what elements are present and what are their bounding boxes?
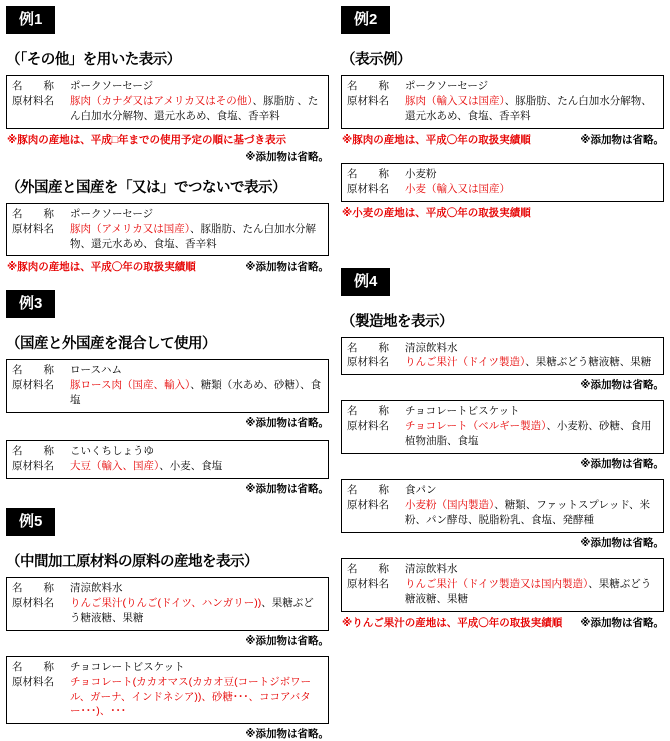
ingredients-row [347, 355, 658, 370]
additive-note: ※添加物は省略。 [245, 261, 329, 274]
ingredients-value [405, 94, 658, 124]
label-box-soft-drink-intermediate [6, 577, 329, 631]
product-name: 食パン [405, 484, 437, 497]
label-box-bread [341, 479, 664, 533]
name-row [12, 207, 323, 222]
name-label: 名 称 [347, 80, 389, 92]
ingredients-label: 原材料名 [347, 94, 389, 107]
product-name: 清涼飲料水 [405, 341, 458, 354]
origin-note: ※豚肉の産地は、平成□年までの使用予定の順に基づき表示 [7, 133, 287, 146]
ingredients-value [70, 596, 323, 626]
name-label: 名 称 [347, 341, 389, 354]
ingredients-row [12, 675, 323, 720]
origin-ingredient-red: 小麦粉（国内製造） [405, 498, 495, 511]
ingredients-value [70, 459, 323, 474]
product-name: こいくちしょうゆ [70, 445, 154, 458]
ingredients-row [347, 182, 658, 197]
name-row [347, 167, 658, 182]
ingredients-label: 原材料名 [347, 182, 389, 195]
name-label: 名 称 [12, 660, 54, 673]
name-row [347, 79, 658, 94]
other-ingredients: 、豚脂肪、たん白加水分解物、還元水あめ、食塩、香辛料 [70, 222, 317, 250]
name-label: 名 称 [12, 445, 54, 458]
left-column [6, 6, 329, 741]
ingredients-label: 原材料名 [12, 460, 54, 473]
ingredients-value [405, 182, 658, 197]
name-row [347, 404, 658, 419]
origin-ingredient-red: 小麦（輸入又は国産） [405, 182, 510, 195]
origin-ingredient-red: チョコレート（ベルギー製造） [405, 420, 547, 433]
example2-badge: 例2 [341, 6, 390, 34]
origin-ingredient-red: りんご果汁（ドイツ製造） [405, 356, 526, 369]
ingredients-value [405, 498, 658, 528]
other-ingredients: 、糖類、ファットスプレッド、米粉、パン酵母、脱脂粉乳、食塩、発酵種 [405, 498, 650, 526]
ingredients-label: 原材料名 [12, 596, 54, 609]
additive-note: ※添加物は省略。 [245, 634, 329, 647]
name-label: 名 称 [347, 405, 389, 418]
origin-ingredient-red: チョコレート(カカオマス(カカオ豆(コートジボワール、ガーナ、インドネシア))、砂糖･･･、ココアバター･･･)、･･･ [70, 675, 312, 718]
ingredients-label: 原材料名 [12, 379, 54, 392]
label-box-pork-sausage-2 [6, 203, 329, 257]
ingredients-label: 原材料名 [347, 498, 389, 511]
example1-heading-sonota: （「その他」を用いた表示） [6, 52, 181, 68]
other-ingredients: 、小麦粉、砂糖、食用植物油脂、食塩 [405, 420, 652, 448]
label-box-soft-drink-germany-or-domestic [341, 558, 664, 612]
ingredients-row [347, 94, 658, 124]
notes-row [341, 615, 664, 630]
product-name: ロースハム [70, 364, 122, 377]
origin-ingredient-red: 豚ロース肉（国産、輸入） [70, 379, 191, 392]
name-row [12, 363, 323, 378]
origin-ingredient-red: 豚肉（カナダ又はアメリカ又はその他） [70, 94, 253, 107]
product-name: 清涼飲料水 [405, 562, 458, 575]
example5-badge: 例5 [6, 508, 55, 536]
product-name: ポークソーセージ [70, 207, 154, 220]
ingredients-row [12, 459, 323, 474]
ingredients-value [70, 94, 323, 124]
additive-note: ※添加物は省略。 [245, 150, 329, 163]
ingredients-row [12, 94, 323, 124]
product-name: チョコレートビスケット [405, 405, 520, 418]
product-name: 清涼飲料水 [70, 581, 123, 594]
additive-note: ※添加物は省略。 [245, 482, 329, 495]
name-label: 名 称 [347, 167, 389, 180]
name-label: 名 称 [12, 80, 54, 92]
ingredients-label: 原材料名 [12, 675, 54, 688]
example1-badge: 例1 [6, 6, 55, 34]
ingredients-label: 原材料名 [347, 577, 389, 590]
other-ingredients: 、豚脂肪、たん白加水分解物、還元水あめ、食塩、香辛料 [405, 94, 652, 122]
other-ingredients: 、果糖ぶどう糖液糖、果糖 [525, 356, 652, 369]
ingredients-row [12, 596, 323, 626]
label-box-pork-sausage-3 [341, 75, 664, 129]
ingredients-label: 原材料名 [12, 222, 54, 235]
name-row [12, 444, 323, 459]
label-box-wheat-flour [341, 163, 664, 202]
ingredients-row [347, 419, 658, 449]
ingredients-value [405, 577, 658, 607]
name-label: 名 称 [347, 484, 389, 497]
origin-note: ※小麦の産地は、平成〇年の取扱実績順 [342, 206, 531, 219]
product-name: 小麦粉 [405, 167, 437, 180]
origin-note: ※豚肉の産地は、平成〇年の取扱実績順 [342, 133, 531, 146]
product-name: チョコレートビスケット [70, 660, 185, 673]
origin-note: ※りんご果汁の産地は、平成〇年の取扱実績順 [342, 616, 563, 629]
ingredients-label: 原材料名 [347, 356, 389, 369]
additive-note: ※添加物は省略。 [580, 536, 664, 549]
other-ingredients: 、果糖ぶどう糖液糖、果糖 [70, 596, 314, 624]
name-label: 名 称 [12, 364, 54, 377]
name-label: 名 称 [347, 562, 389, 575]
right-column [341, 6, 664, 741]
name-label: 名 称 [12, 207, 54, 220]
origin-ingredient-red: 大豆（輸入、国産） [70, 460, 160, 473]
additive-note: ※添加物は省略。 [580, 616, 664, 629]
example1-heading-matawa: （外国産と国産を「又は」でつないで表示） [6, 179, 286, 196]
label-box-chocolate-biscuit-intermediate [6, 656, 329, 725]
additive-note: ※添加物は省略。 [580, 458, 664, 471]
other-ingredients: 、糖類（水あめ、砂糖）、食塩 [70, 379, 322, 407]
label-box-chocolate-biscuit-belgium [341, 400, 664, 454]
ingredients-value [70, 222, 323, 252]
name-row [12, 581, 323, 596]
example3-badge: 例3 [6, 290, 55, 318]
name-row [347, 483, 658, 498]
name-row [12, 79, 323, 94]
notes-row [341, 132, 664, 147]
label-box-soy-sauce [6, 440, 329, 479]
ingredients-row [12, 378, 323, 408]
additive-note: ※添加物は省略。 [580, 133, 664, 146]
label-box-soft-drink-germany [341, 337, 664, 376]
label-box-loin-ham [6, 359, 329, 413]
example3-heading: （国産と外国産を混合して使用） [6, 336, 216, 353]
ingredients-value [70, 675, 323, 720]
example5-heading: （中間加工原材料の原料の産地を表示） [6, 553, 258, 570]
origin-ingredient-red: りんご果汁（ドイツ製造又は国内製造） [405, 577, 589, 590]
ingredients-label: 原材料名 [12, 94, 54, 107]
origin-note: ※豚肉の産地は、平成〇年の取扱実績順 [7, 261, 196, 274]
other-ingredients: 、豚脂肪 、たん白加水分解物、還元水あめ、食塩、香辛料 [70, 94, 319, 122]
example4-heading: （製造地を表示） [341, 313, 453, 330]
ingredients-value [405, 419, 658, 449]
label-box-pork-sausage-1 [6, 75, 329, 129]
example4-badge: 例4 [341, 268, 390, 296]
origin-ingredient-red: 豚肉（アメリカ又は国産） [70, 222, 191, 235]
ingredients-label: 原材料名 [347, 420, 389, 433]
name-row [347, 341, 658, 356]
additive-note: ※添加物は省略。 [580, 379, 664, 392]
name-label: 名 称 [12, 581, 54, 594]
name-row [347, 562, 658, 577]
origin-ingredient-red: 豚肉（輸入又は国産） [405, 94, 505, 107]
other-ingredients: 、小麦、食塩 [159, 460, 223, 473]
ingredients-value [70, 378, 323, 408]
name-row [12, 660, 323, 675]
other-ingredients: 、果糖ぶどう糖液糖、果糖 [405, 577, 652, 605]
product-name: ポークソーセージ [70, 80, 154, 92]
origin-ingredient-red: りんご果汁(りんご(ドイツ、ハンガリー)) [70, 596, 262, 609]
additive-note: ※添加物は省略。 [245, 417, 329, 430]
ingredients-value [405, 355, 658, 370]
ingredients-row [347, 577, 658, 607]
notes-row [6, 259, 329, 274]
ingredients-row [12, 222, 323, 252]
additive-note: ※添加物は省略。 [245, 728, 329, 741]
ingredients-row [347, 498, 658, 528]
example2-heading: （表示例） [341, 52, 411, 68]
product-name: ポークソーセージ [405, 80, 489, 92]
